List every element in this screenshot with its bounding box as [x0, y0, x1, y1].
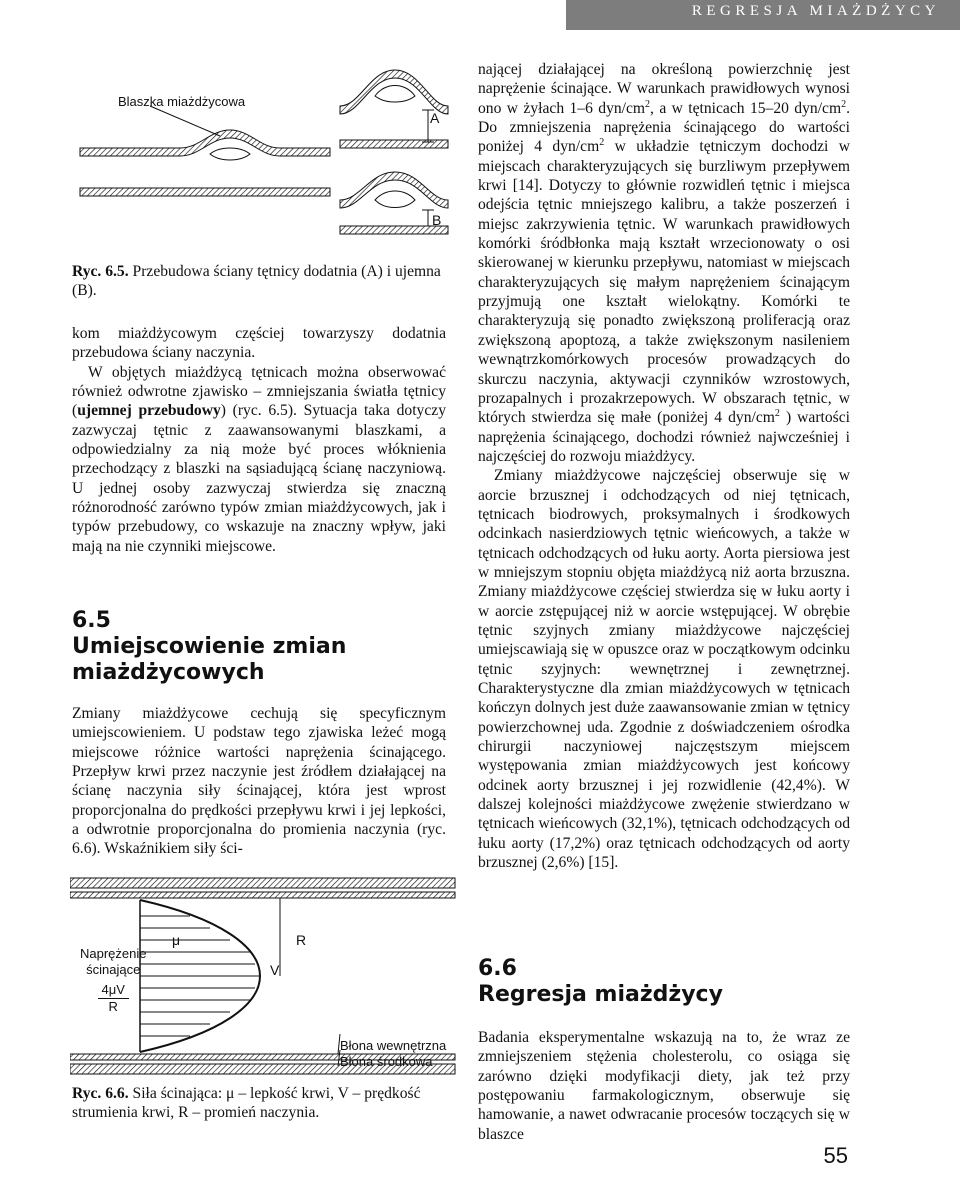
r-label: R [296, 932, 307, 948]
paragraph: Zmiany miażdżycowe cechują się specyficznym umiejscowieniem. U podstaw tego zjawiska leżeć mogą miejscowe różnice wartości naprężenia ścinającego. Przepływ krwi przez naczynie jest źródłem działającej na ścianę naczynia siły ścinającej, która jest wprost proporcjonalna do prędkości przepływu krwi i jej lepkości, a odwrotnie proporcjonalna do promienia naczynia (ryc. 6.6). Wskaźnikiem siły ści- [72, 705, 446, 858]
figure-6-6-caption [72, 1084, 450, 1122]
label-a: A [430, 110, 440, 126]
shear-stress-label: Naprężenie ścinające 4μV R [80, 946, 147, 1014]
caption-text: Siła ścinająca: μ – lepkość krwi, V – prędkość strumienia krwi, R – promień naczynia. [72, 1085, 421, 1121]
left-column [72, 324, 446, 556]
paragraph: W objętych miażdżycą tętnicach można obserwować również odwrotne zjawisko – zmniejszania światła tętnicy (ujemnej przebudowy) (ryc. 6.5). Sytuacja taka dotyczy zazwyczaj tętnic z zaawansowanymi blaszkami, a odpowiedzialny za nią może być proces włóknienia przechodzący z blaszki na sąsiadującą ścianę naczyniową. U jednej osoby zazwyczaj stwierdza się znaczną różnorodność zarówno typów zmian miażdżycowych, jak i typów przebudowy, co wskazuje na znaczny wpływ, jaki mają na nie czynniki miejscowe. [72, 363, 446, 555]
running-header [566, 0, 960, 30]
plaque-sketch [80, 106, 330, 196]
v-label: V [270, 962, 280, 978]
figure-6-5-caption [72, 262, 450, 300]
paragraph: kom miażdżycowym częściej towarzyszy dodatnia przebudowa ściany naczynia. [72, 325, 446, 362]
page-number: 55 [823, 1143, 848, 1168]
formula-denominator: R [108, 999, 118, 1014]
section-number: 6.6 [478, 956, 517, 981]
mu-label: μ [172, 932, 181, 948]
media-label: Błona środkowa [340, 1054, 433, 1069]
right-column-lower [478, 1028, 850, 1144]
caption-number: Ryc. 6.6. [72, 1085, 129, 1102]
caption-number: Ryc. 6.5. [72, 263, 129, 280]
label-b: B [432, 212, 442, 228]
section-title: Regresja miażdżycy [478, 982, 723, 1007]
paragraph: Zmiany miażdżycowe najczęściej obserwuje się w aorcie brzusznej i odchodzących od niej tętnicach, tętnicach biodrowych, proksymalnych i środkowych odcinkach nasierdziowych tętnic wieńcowych, a także w tętnicach odchodzących od łuku aorty. Aorta piersiowa jest w mniejszym stopniu objęta miażdżycą niż aorta brzuszna. Zmiany miażdżycowe częściej stwierdza się w łuku aorty i w aorcie zstępującej niż w aorcie wstępującej. W obrębie tętnic szyjnych zmiany miażdżycowe najczęściej umiejscawiają się w opuszce oraz w początkowym odcinku tętnic szyjnych: wewnętrznej i zewnętrznej. Charakterystyczne dla zmian miażdżycowych w tętnicach kończyn dolnych jest duże zaawansowanie zmian w tętnicy powierzchownej uda. Zgodnie z doświadczeniem ośrodka chirurgii naczyniowej najczęstszym miejscem występowania zmian miażdżycowych jest końcowy odcinek aorty brzusznej i jej rozwidlenie (42,4%). W dalszej kolejności miażdżycowe zwężenie stwierdzano w tętnicach wieńcowych (32,1%), tętnicach odchodzących od łuku aorty (17,2%) oraz tętnicach odchodzących od aorty brzusznej (2,6%) [15]. [478, 467, 850, 872]
plaque-label: Blaszka miażdżycowa [118, 94, 246, 109]
section-6-5-heading [72, 608, 452, 686]
intima-label: Błona wewnętrzna [340, 1038, 447, 1053]
section-6-6-heading [478, 956, 858, 1008]
caption-text: Przebudowa ściany tętnicy dodatnia (A) i ujemna (B). [72, 263, 441, 299]
paragraph: nającej działającej na określoną powierzchnię jest naprężenie ścinające. W warunkach prawidłowych wynosi ono w żyłach 1–6 dyn/$cm^2$, a w tętnicach 15–20 dyn/$cm^2$. Do zmniejszenia naprężenia ścinającego do wartości poniżej 4 dyn/$cm^2$ w układzie tętniczym dochodzi w miejscach charakteryzujących się burzliwym przepływem krwi [14]. Dotyczy to głównie rozwidleń tętnic i miejsca odejścia tętnic mniejszego kalibru, a także poszerzeń i miejsc zakrzywienia tętnic. W warunkach prawidłowych komórki śródbłonka mają kształt wrzecionowaty o osi skierowanej w kierunku przepływu, natomiast w miejscach charakteryzujących się małym naprężeniem ścinającym przyjmują one kształt wielokątny. Komórki te charakteryzują się ponadto zwiększoną proliferacją oraz zwiększoną apoptozą, a także zwiększonym nasileniem wewnątrzkomórkowych procesów prowadzących do skurczu naczynia, aktywacji czynników wzrostowych, prozapalnych i prozakrzepowych. W obszarach tętnic, w których stwierdza się małe (poniżej 4 dyn/$cm^2$ ) wartości naprężenia ścinającego, dochodzi również najwcześniej i najczęściej do rozwoju miażdżycy. [478, 61, 851, 465]
remodeling-sketch-a [340, 70, 448, 148]
section-number: 6.5 [72, 608, 111, 633]
figure-6-5-diagram [70, 60, 450, 260]
section-title: Umiejscowienie zmian miażdżycowych [72, 634, 347, 685]
right-column [478, 60, 850, 872]
running-title: REGRESJA MIAŻDŻYCY [691, 3, 940, 19]
left-column-lower [72, 704, 446, 859]
formula-numerator: 4μV [98, 982, 129, 999]
paragraph: Badania eksperymentalne wskazują na to, że wraz ze zmniejszeniem stężenia cholesterolu, co osiąga się zarówno dzięki modyfikacji diety, jak też przy postępowaniu farmakologicznym, obserwuje się hamowanie, a nawet odwracanie procesów toczących się w blaszce [478, 1029, 850, 1143]
